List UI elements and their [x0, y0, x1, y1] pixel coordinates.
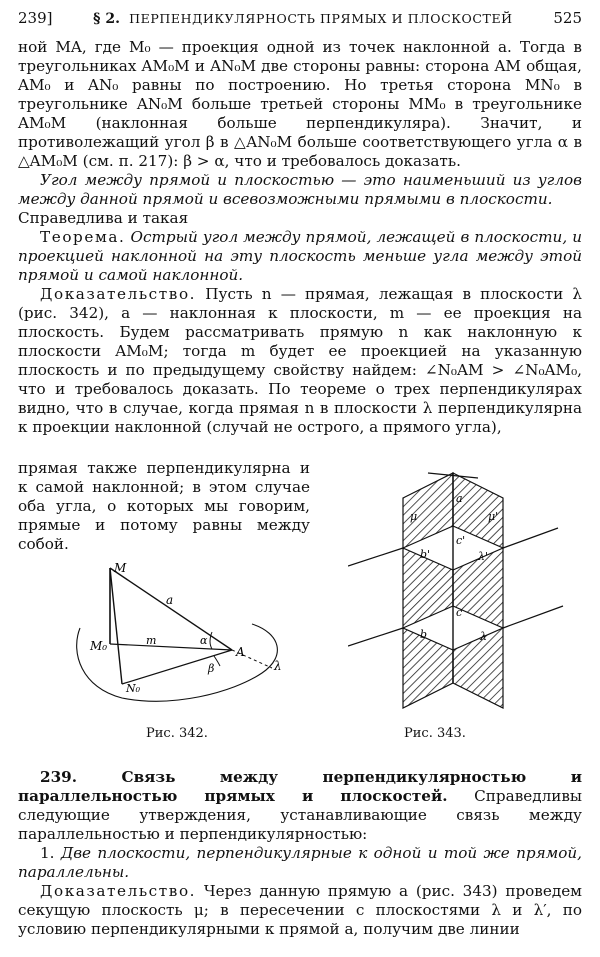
definition-paragraph: Угол между прямой и плоскостью — это наименьший из углов между данной прямой и всевозможными прямыми в плоскости. [18, 171, 582, 208]
header-section-num: § 2. [93, 11, 120, 27]
theorem-paragraph [18, 228, 582, 285]
label-a: a [456, 492, 463, 505]
proof-text: Пусть n — прямая, лежащая в плоскости λ (рис. 342), a — наклонная к плоскости, m — ее проекция на плоскость. Будем рассматривать прямую n как наклонную к плоскости AM₀M; тогда m будет ее проекцией на указанную плоскость и по предыдущему свойству найдем: ∠N₀AM > ∠N₀AM₀, что и требовалось доказать. По теореме о трех перпендикулярах видно, что в случае, когда прямая n в плоскости λ перпендикулярна к проекции наклонной (случай не острого, а прямого угла), [18, 285, 582, 436]
label-beta: β [208, 662, 215, 675]
theorem-text: Острый угол между прямой, лежащей в плоскости, и проекцией наклонной на эту плоскость меньше угла между этой прямой и самой наклонной. [18, 228, 582, 284]
header-left-number: 239] [18, 9, 53, 27]
running-header [18, 9, 582, 31]
line-left-upper [348, 548, 403, 566]
header-section-title: ПЕРПЕНДИКУЛЯРНОСТЬ ПРЯМЫХ И ПЛОСКОСТЕЙ [129, 11, 513, 26]
section-239-block [18, 768, 582, 939]
line-left-lower [348, 628, 403, 646]
figure-343 [348, 468, 574, 730]
item-1 [18, 844, 582, 882]
section-239-text: Справедливы следующие утверждения, устанавливающие связь между параллельностью и перпендикулярностью: [18, 787, 582, 843]
label-c: c [456, 606, 463, 619]
line-right-lower [503, 606, 563, 628]
projection-line-m [110, 644, 232, 650]
label-alpha: α [200, 634, 208, 647]
oblique-line-a [110, 568, 232, 650]
proof-continued-text: прямая также перпендикулярна и к самой наклонной; в этом случае оба угла, о которых мы говорим, прямые и потому равны между собой. [18, 459, 310, 553]
section-239-title: 239. Связь между перпендикулярностью и параллельностью прямых и плоскостей. [18, 768, 582, 805]
label-M: M [114, 561, 127, 575]
label-N0: N₀ [126, 682, 141, 695]
line-MN0 [110, 568, 122, 684]
label-lambda-prime: λ' [478, 550, 488, 563]
intro-line: Справедлива и такая [18, 209, 189, 227]
proof-label: Доказательство. [40, 285, 197, 303]
line-n [122, 650, 232, 684]
label-A: A [236, 645, 245, 659]
top-text-block [18, 38, 582, 437]
proof-2-text: Через данную прямую a (рис. 343) проведем секущую плоскость μ; в пересечении с плоскостями λ и λ′, по условию перпендикулярными к прямой a, получим две линии [18, 882, 582, 938]
label-b-prime: b' [420, 548, 431, 561]
plane-lambda-outline [77, 624, 278, 701]
proof-2-paragraph [18, 882, 582, 939]
angle-beta-arc [214, 656, 220, 666]
angle-alpha-arc [210, 632, 212, 649]
proof-paragraph [18, 285, 582, 437]
plane-mu-right [453, 473, 503, 708]
caption-fig-343: Рис. 343. [404, 726, 466, 741]
label-lambda: λ [480, 630, 487, 643]
proof-2-label: Доказательство. [40, 882, 197, 900]
header-page-number: 525 [553, 9, 582, 27]
label-c-prime: c' [456, 534, 466, 547]
plane-mu-left [403, 473, 453, 708]
label-m: m [146, 634, 157, 647]
caption-fig-342: Рис. 342. [146, 726, 208, 741]
figure-342 [62, 558, 302, 708]
label-a: a [166, 593, 174, 607]
header-title [93, 9, 513, 29]
label-M0: M₀ [90, 639, 108, 653]
label-mu: μ [410, 510, 418, 523]
label-b: b [420, 628, 428, 641]
item-1-text: Две плоскости, перпендикулярные к одной и той же прямой, параллельны. [18, 844, 582, 881]
item-1-num: 1. [40, 844, 55, 862]
theorem-label: Теорема. [40, 228, 126, 246]
label-lambda: λ [274, 659, 282, 673]
paragraph-continued: ной MA, где M₀ — проекция одной из точек наклонной a. Тогда в треугольниках AM₀M и AN₀M две стороны равны: сторона AM общая, AM₀ и AN₀ равны по построению. Но третья сторона MN₀ в треугольнике AN₀M больше третьей стороны MM₀ в треугольнике AM₀M (наклонная больше перпендикуляра). Значит, и противолежащий угол β в △AN₀M больше соответствующего угла α в △AM₀M (см. п. 217): β > α, что и требовалось доказать. [18, 38, 582, 170]
line-right-upper [503, 528, 558, 548]
proof-continued [18, 459, 310, 554]
label-mu-prime: μ' [488, 510, 499, 523]
section-239-paragraph [18, 768, 582, 844]
